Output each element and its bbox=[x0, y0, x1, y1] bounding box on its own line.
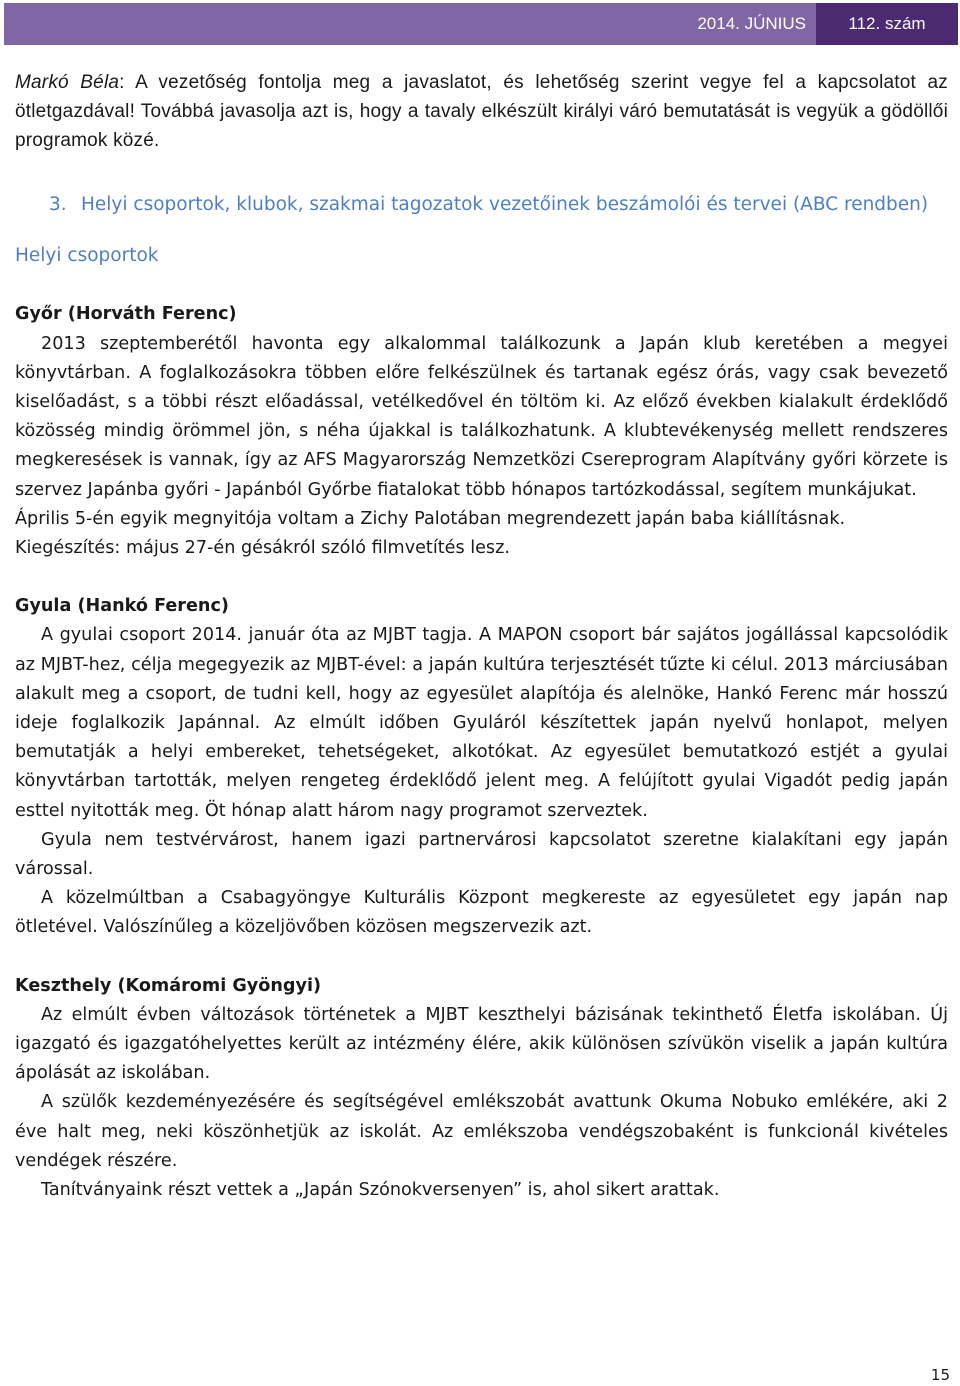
group-paragraph: 2013 szeptemberétől havonta egy alkalommal találkozunk a Japán klub keretében a megyei könyvtárban. A foglalkozásokra többen előre felkészülnek és tartanak egész órás, vagy csak bevezető kiselőadást, s a többi részt előadással, vetélkedővel én töltöm ki. Az előző években kialakult érdeklődő közösség mindig örömmel jön, s néha újakkal is találkozhatunk. A klubtevékenység mellett rendszeres megkeresések is vannak, így az AFS Magyarország Nemzetközi Csereprogram Alapítvány győri körzete is szervez Japánba győri - Japánból Győrbe fiatalokat több hónapos tartózkodással, segítem munkájukat. bbox=[15, 333, 948, 500]
group-title-gyor: Győr (Horváth Ferenc) bbox=[15, 304, 237, 325]
section-heading bbox=[15, 190, 948, 220]
group-paragraph: Gyula nem testvérvárost, hanem igazi partnervárosi kapcsolatot szeretne kialakítani egy japán várossal. bbox=[15, 829, 948, 879]
page-number: 15 bbox=[930, 1366, 950, 1384]
page-content bbox=[15, 68, 948, 1205]
group-paragraph: A közelmúltban a Csabagyöngye Kulturális Központ megkereste az egyesületet egy japán nap ötletével. Valószínűleg a közeljövőben közösen megszervezik azt. bbox=[15, 888, 948, 938]
section-number: 3. bbox=[49, 193, 67, 215]
speaker-name: Markó Béla bbox=[15, 72, 120, 93]
group-paragraph: Tanítványaink részt vettek a „Japán Szónokversenyen” is, ahol sikert arattak. bbox=[41, 1180, 720, 1200]
issue-number: 112. szám bbox=[816, 3, 958, 45]
page-header bbox=[4, 3, 958, 45]
group-paragraph: A gyulai csoport 2014. január óta az MJBT tagja. A MAPON csoport bár sajátos jogállással kapcsolódik az MJBT-hez, célja megegyezik az MJBT-ével: a japán kultúra terjesztését tűzte ki célul. 2013 márciusában alakult meg a csoport, de tudni kell, hogy az egyesület alapítója és alelnöke, Hankó Ferenc már hosszú ideje foglalkozik Japánnal. Az elmúlt időben Gyuláról készítettek japán nyelvű honlapot, melyen bemutatják a helyi embereket, tehetségeket, alkotókat. Az egyesület bemutatkozó estjét a gyulai könyvtárban tartották, melyen rengeteg érdeklődő jelent meg. A felújított gyulai Vigadót pedig japán esttel nyitották meg. Öt hónap alatt három nagy programot szerveztek. bbox=[15, 625, 948, 821]
group-title-gyula: Gyula (Hankó Ferenc) bbox=[15, 596, 229, 617]
intro-paragraph bbox=[15, 68, 948, 156]
group-title-keszthely: Keszthely (Komáromi Gyöngyi) bbox=[15, 975, 322, 996]
group-paragraph: Kiegészítés: május 27-én gésákról szóló filmvetítés lesz. bbox=[15, 537, 510, 558]
section-title: Helyi csoportok, klubok, szakmai tagozatok vezetőinek beszámolói és tervei (ABC rendben) bbox=[81, 193, 929, 215]
group-paragraph: Április 5-én egyik megnyitója voltam a Zichy Palotában megrendezett japán baba kiállításnak. bbox=[15, 508, 846, 529]
group-paragraph: Az elmúlt évben változások történetek a MJBT keszthelyi bázisának tekinthető Életfa iskolában. Új igazgató és igazgatóhelyettes került az intézmény élére, akik különösen szívükön viselik a japán kultúra ápolását az iskolában. bbox=[15, 1004, 948, 1084]
intro-text: : A vezetőség fontolja meg a javaslatot, és lehetőség szerint vegye fel a kapcsolatot az ötletgazdával! Továbbá javasolja azt is, hogy a tavaly elkészült királyi váró bemutatását is vegyük a gödöllői programok közé. bbox=[15, 72, 948, 152]
issue-date: 2014. JÚNIUS bbox=[4, 3, 816, 45]
subsection-title: Helyi csoportok bbox=[15, 245, 159, 267]
group-paragraph: A szülők kezdeményezésére és segítségével emlékszobát avattunk Okuma Nobuko emlékére, aki 2 éve halt meg, neki köszönhetjük az iskolát. Az emlékszoba vendégszobaként is funkcionál kivételes vendégek részére. bbox=[15, 1092, 948, 1171]
